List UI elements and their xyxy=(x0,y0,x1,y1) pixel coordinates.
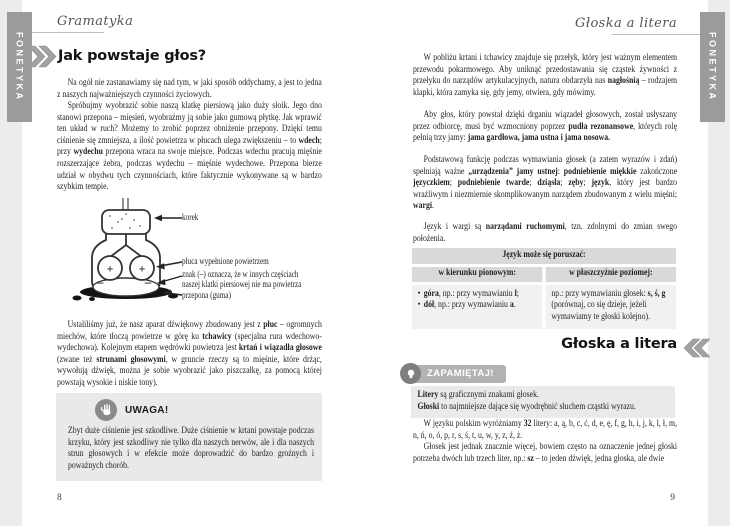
paragraph: Aby głos, który powstał dzięki drganiu wiązadeł głosowych, został usłyszany przez odbiorcę, musi być wzmocniony poprzez pudła rezonansowe, których rolę pełnią trzy jamy: jama gardłowa, jama ustna i jama nosowa. xyxy=(413,110,678,144)
left-page xyxy=(22,0,366,526)
paragraph: Na ogół nie zastanawiamy się nad tym, w jaki sposób oddychamy, a jest to jedna z naszych najważniejszych czynności życiowych. xyxy=(57,78,322,100)
table-col1-header: w kierunku pionowym: xyxy=(412,267,542,281)
plus-symbol: + xyxy=(106,261,114,276)
list-item xyxy=(418,300,537,311)
table-subheaders xyxy=(412,267,676,281)
warning-title: UWAGA! xyxy=(125,404,169,416)
paragraph: Ustaliliśmy już, że nasz aparat dźwiękowy zbudowany jest z płuc – ogromnych miechów, które tłoczą powietrze w górę ku tchawicy (specjalna rura wdechowo-wydechowa). Kolejnym etapem wędrówki powietrza jest krtań i wiązadła głosowe (zwane też strunami głosowymi, w gruncie rzeczy są to mięśnie, które drżąc, wywołują dźwięk, można je sobie wyobrazić jako piszczałkę, za pomocą której powstają wysokie i niskie tony). xyxy=(57,320,322,388)
label-minus-note-line1: znak (–) oznacza, że w innych częściach xyxy=(182,269,299,279)
left-running-header: Gramatyka xyxy=(57,14,134,29)
tab-label: FONETYKA xyxy=(14,32,25,102)
paragraph: Podstawową funkcję podczas wymawiania głosek (a zatem wyrazów i zdań) spełniają ważne „urządzenia” jamy ustnej: podniebienie miękkie zakończone języczkiem; podniebienie twarde; dziąsła; zęby; język, który jest bardzo wrażliwym i niezmiernie skomplikowanym narządem zbudowanym z wielu mięśni; wargi. xyxy=(413,155,678,212)
list-item-text: dół, np.: przy wymawianiu a. xyxy=(423,300,516,311)
table-col2-header: w płaszczyźnie poziomej: xyxy=(546,267,676,281)
remember-box xyxy=(411,386,675,418)
table-cell-horizontal: np.: przy wymawianiu głosek: s, ś, g (porównaj, co się dzieje, jeżeli wymawiamy te głoski kolejno). xyxy=(546,285,676,329)
lightbulb-icon xyxy=(400,363,421,384)
remember-line: Litery są graficznymi znakami głosek. xyxy=(417,390,539,400)
remember-label: ZAPAMIĘTAJ! xyxy=(409,365,506,383)
diagram-labels xyxy=(182,198,352,312)
label-diaphragm: przepona (guma) xyxy=(182,290,231,300)
warning-text: Zbyt duże ciśnienie jest szkodliwe. Duże ciśnienie w krtani powstaje podczas krzyku, który jest szkodliwy nie tylko dla naszych nerwów, ale i dla naszych strun głosowych i w efekcie może doprowadzić do bardzo groźnych i poważnych chorób. xyxy=(68,426,314,471)
paragraph: Język i wargi są narządami ruchomymi, tzn. zdolnymi do zmian swego położenia. xyxy=(413,222,678,244)
movement-table xyxy=(412,248,676,329)
paragraph: Spróbujmy wyobrazić sobie naszą klatkę piersiową jako duży słoik. Jego dno stanowi przepona – mięsień, wyobraźmy ją sobie jako gumową płytkę. Jak wprawić ten układ w ruch? Możemy to zrobić poprzez obniżenie przepony. Dzięki temu ciśnienie się zmniejsza, a ilość powietrza w płucach ulega zwiększeniu – to wdech; przy wydechu przepona wraca na swoje miejsce. Podczas wdechu pracują mięśnie rozszerzające żebra, podczas wydechu – mięśnie wydechowe. Przepona bierze udział w obydwu tych czynnościach, które faktycznie wykonywane są w bardzo szybkim tempie. xyxy=(57,101,322,193)
right-fonetyka-tab xyxy=(700,12,725,122)
label-minus-note-line2: naszej klatki piersiowej nie ma powietrza xyxy=(182,279,302,289)
right-header-rule xyxy=(612,34,708,35)
list-item xyxy=(418,289,537,300)
table-cell-vertical xyxy=(412,285,542,329)
remember-badge xyxy=(400,363,506,384)
label-cork: korek xyxy=(182,212,199,222)
right-running-header: Głoska a litera xyxy=(575,16,677,31)
plus-symbol: + xyxy=(138,261,146,276)
paragraph: Głosek jest jednak znacznie więcej, bowiem często na oznaczenie jednej głoski potrzeba dwóch lub trzech liter, np.: sz – to jeden dźwięk, jedna głoska, ale dwie xyxy=(413,442,678,464)
tab-label: FONETYKA xyxy=(707,32,718,102)
page-title: Jak powstaje głos? xyxy=(58,48,206,64)
hand-stop-icon xyxy=(95,399,117,421)
page-number-right: 9 xyxy=(670,493,675,503)
left-fonetyka-tab xyxy=(7,12,32,122)
warning-box xyxy=(56,393,322,481)
minus-symbol: – xyxy=(144,274,152,289)
warning-header xyxy=(95,399,312,421)
minus-symbol: – xyxy=(96,274,104,289)
table-title: Język może się poruszać: xyxy=(412,248,676,264)
paragraph: W języku polskim wyróżniamy 32 litery: a, ą, b, c, ć, d, e, ę, f, g, h, i, j, k, l, ł, m, n, ń, o, ó, p, r, s, ś, t, u, w, y, z, ź, ż. xyxy=(413,419,678,441)
double-chevron-left-icon xyxy=(682,338,710,358)
page-number-left: 8 xyxy=(57,493,62,503)
list-item-text: góra, np.: przy wymawianiu l; xyxy=(423,288,519,299)
right-page xyxy=(366,0,708,526)
paragraph: W pobliżu krtani i tchawicy znajduje się przełyk, który jest ważnym elementem przewodu pokarmowego. Aby uniknąć przedostawania się cząstek żywności z przełyku do narządów artykulacyjnych, natura obdarzyła nas nagłośnią – rodzajem klapki, która zamyka się, gdy jemy, otwiera, gdy mówimy. xyxy=(413,53,678,98)
table-body xyxy=(412,285,676,329)
bullet: • xyxy=(417,300,421,311)
section-title: Głoska a litera xyxy=(561,336,677,352)
bullet: • xyxy=(417,288,421,299)
label-lungs: płuca wypełnione powietrzem xyxy=(182,256,269,266)
left-header-rule xyxy=(22,32,104,33)
double-chevron-right-icon xyxy=(28,45,60,68)
remember-line: Głoski to najmniejsze dające się wyodrębnić słuchem cząstki wyrazu. xyxy=(417,401,636,412)
